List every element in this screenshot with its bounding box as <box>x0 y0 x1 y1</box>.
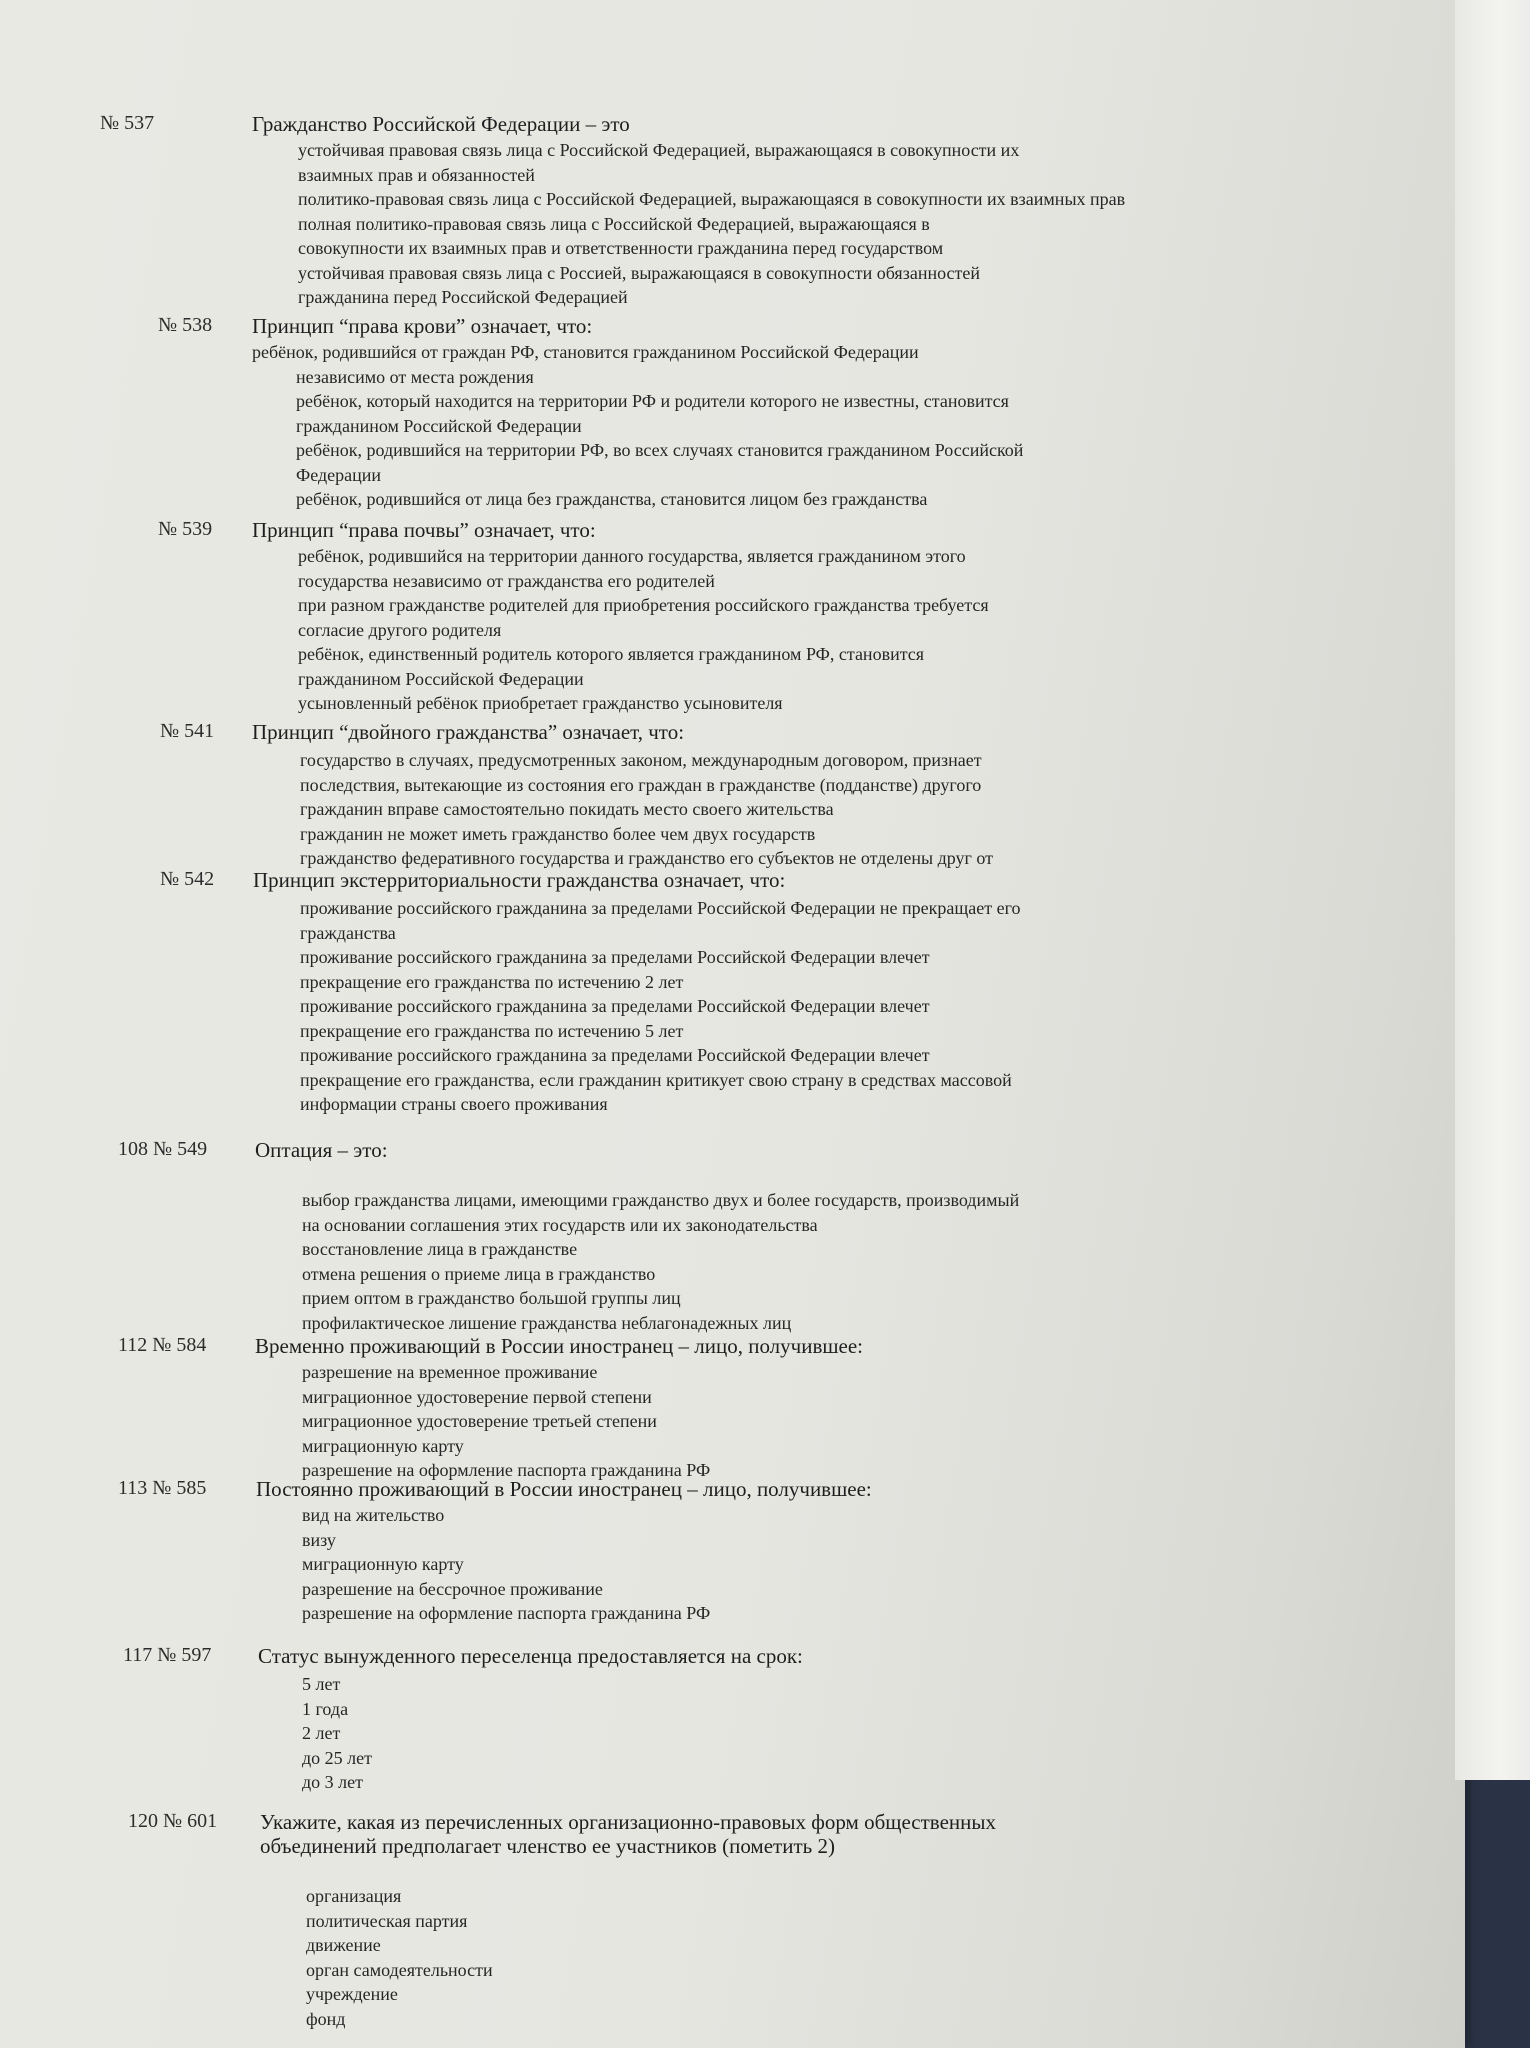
answer-option: на основании соглашения этих государств или их законодательства <box>302 1214 818 1235</box>
question-line: Принцип “права почвы” означает, что: <box>252 518 596 542</box>
answer-option: визу <box>302 1529 336 1550</box>
answer-option: миграционную карту <box>302 1554 464 1574</box>
answer-list <box>298 138 1125 310</box>
question-text <box>252 720 684 744</box>
question-text <box>260 1810 996 1858</box>
answer-option: миграционную карту <box>302 1435 464 1456</box>
answer-list <box>302 1360 710 1483</box>
answer-option: Федерации <box>296 464 382 485</box>
question-line: Укажите, какая из перечисленных организационно-правовых форм общественных <box>260 1810 996 1834</box>
answer-option: гражданином Российской Федерации <box>296 415 582 436</box>
answer-option: ребёнок, родившийся на территории данного государства, является гражданином этого <box>298 546 966 566</box>
question-text <box>255 1334 863 1358</box>
answer-list <box>300 896 1021 1117</box>
question-line: Статус вынужденного переселенца предоставляется на срок: <box>258 1644 803 1668</box>
answer-option: согласие другого родителя <box>298 619 502 640</box>
question-line: Принцип экстерриториальности гражданства означает, что: <box>253 868 786 892</box>
answer-list <box>306 1884 493 2031</box>
question-line: объединений предполагает членство ее участников (пометить 2) <box>260 1834 835 1858</box>
question-line: Постоянно проживающий в России иностранец – лицо, получившее: <box>256 1477 872 1501</box>
answer-option: гражданином Российской Федерации <box>298 668 584 689</box>
answer-option: независимо от места рождения <box>296 366 534 387</box>
answer-option: прекращение его гражданства, если гражданин критикует свою страну в средствах массовой <box>300 1069 1012 1090</box>
answer-list <box>302 1503 710 1626</box>
question-number: № 539 <box>158 518 213 540</box>
answer-option: движение <box>306 1935 381 1955</box>
answer-option: политическая партия <box>306 1910 468 1931</box>
question-number: 113 № 585 <box>118 1477 207 1499</box>
question-number: № 542 <box>160 868 215 890</box>
answer-option: 5 лет <box>302 1674 341 1694</box>
answer-list <box>252 340 1024 512</box>
answer-option: государство в случаях, предусмотренных законом, международным договором, признает <box>300 750 982 770</box>
answer-option: гражданина перед Российской Федерацией <box>298 287 628 307</box>
answer-option: усыновленный ребёнок приобретает гражданство усыновителя <box>298 693 783 713</box>
question-number: № 538 <box>158 314 213 336</box>
question-line: Временно проживающий в России иностранец – лицо, получившее: <box>255 1334 864 1358</box>
answer-option: вид на жительство <box>302 1505 445 1525</box>
answer-option: взаимных прав и обязанностей <box>298 164 535 185</box>
answer-option: профилактическое лишение гражданства неблагонадежных лиц <box>302 1312 792 1333</box>
answer-option: при разном гражданстве родителей для приобретения российского гражданства требуется <box>298 595 989 615</box>
answer-option: учреждение <box>306 1984 398 2004</box>
answer-option: устойчивая правовая связь лица с Российской Федерацией, выражающаяся в совокупности их <box>298 140 1020 160</box>
answer-option: устойчивая правовая связь лица с Россией, выражающаяся в совокупности обязанностей <box>298 262 981 283</box>
question-number: 112 № 584 <box>118 1334 207 1356</box>
question-text <box>253 868 785 892</box>
question-number: № 541 <box>160 720 215 742</box>
answer-option: выбор гражданства лицами, имеющими гражданство двух и более государств, производимый <box>302 1190 1020 1210</box>
question-number: № 537 <box>100 112 155 134</box>
answer-option: 1 года <box>302 1698 349 1719</box>
answer-option: гражданство федеративного государства и гражданство его субъектов не отделены друг от <box>300 848 994 868</box>
answer-list <box>298 544 989 716</box>
answer-option: разрешение на временное проживание <box>302 1362 598 1382</box>
answer-option: государства независимо от гражданства его родителей <box>298 570 715 591</box>
answer-option: прекращение его гражданства по истечению 5 лет <box>300 1020 684 1041</box>
answer-option: разрешение на оформление паспорта гражданина РФ <box>302 1460 711 1480</box>
question-number: 120 № 601 <box>128 1810 218 1832</box>
answer-option: организация <box>306 1886 402 1906</box>
question-line: Принцип “двойного гражданства” означает, что: <box>252 720 685 744</box>
answer-option: политико-правовая связь лица с Российской Федерацией, выражающаяся в совокупности их взаимных прав <box>298 189 1126 209</box>
answer-option: последствия, вытекающие из состояния его граждан в гражданстве (подданстве) другого <box>300 774 982 795</box>
question-line: Принцип “права крови” означает, что: <box>252 314 593 338</box>
answer-option: орган самодеятельности <box>306 1959 493 1980</box>
answer-option: ребёнок, который находится на территории РФ и родители которого не известны, становится <box>296 391 1009 411</box>
question-number: 108 № 549 <box>118 1138 208 1160</box>
answer-option: фонд <box>306 2008 346 2029</box>
answer-option: отмена решения о приеме лица в гражданство <box>302 1263 656 1284</box>
question-text <box>256 1477 872 1501</box>
answer-option: ребёнок, единственный родитель которого является гражданином РФ, становится <box>298 644 925 664</box>
answer-option: 2 лет <box>302 1723 341 1743</box>
answer-option: до 25 лет <box>302 1747 372 1768</box>
answer-option: гражданства <box>300 922 396 943</box>
answer-option: до 3 лет <box>302 1772 363 1792</box>
question-text <box>255 1138 388 1162</box>
question-text <box>252 112 630 136</box>
paper-edge <box>1455 0 1530 1780</box>
answer-option: информации страны своего проживания <box>300 1094 608 1114</box>
answer-option: ребёнок, родившийся на территории РФ, во всех случаях становится гражданином Российской <box>296 440 1024 460</box>
answer-option: восстановление лица в гражданстве <box>302 1239 578 1259</box>
answer-option: совокупности их взаимных прав и ответственности гражданина перед государством <box>298 238 944 258</box>
answer-option: ребёнок, родившийся от лица без гражданства, становится лицом без гражданства <box>296 489 928 509</box>
answer-option: миграционное удостоверение первой степени <box>302 1386 652 1407</box>
answer-option: ребёнок, родившийся от граждан РФ, становится гражданином Российской Федерации <box>252 342 919 362</box>
answer-option: проживание российского гражданина за пределами Российской Федерации влечет <box>300 1045 930 1065</box>
question-text <box>252 518 596 542</box>
question-text <box>258 1644 803 1668</box>
answer-list <box>300 748 993 871</box>
question-line: Оптация – это: <box>255 1138 388 1162</box>
answer-option: проживание российского гражданина за пределами Российской Федерации не прекращает его <box>300 898 1021 918</box>
answer-option: проживание российского гражданина за пределами Российской Федерации влечет <box>300 947 930 967</box>
answer-list <box>302 1672 372 1795</box>
question-number: 117 № 597 <box>123 1644 212 1666</box>
answer-option: прием оптом в гражданство большой группы лиц <box>302 1288 681 1308</box>
answer-option: проживание российского гражданина за пределами Российской Федерации влечет <box>300 996 930 1016</box>
question-text <box>252 314 592 338</box>
question-line: Гражданство Российской Федерации – это <box>252 112 630 136</box>
answer-option: миграционное удостоверение третьей степени <box>302 1411 657 1431</box>
answer-option: прекращение его гражданства по истечению 2 лет <box>300 971 684 992</box>
answer-option: гражданин вправе самостоятельно покидать место своего жительства <box>300 799 834 819</box>
answer-option: разрешение на оформление паспорта гражданина РФ <box>302 1603 711 1623</box>
answer-option: полная политико-правовая связь лица с Российской Федерацией, выражающаяся в <box>298 213 930 234</box>
answer-option: гражданин не может иметь гражданство более чем двух государств <box>300 823 816 844</box>
answer-option: разрешение на бессрочное проживание <box>302 1578 603 1599</box>
answer-list <box>302 1188 1019 1335</box>
